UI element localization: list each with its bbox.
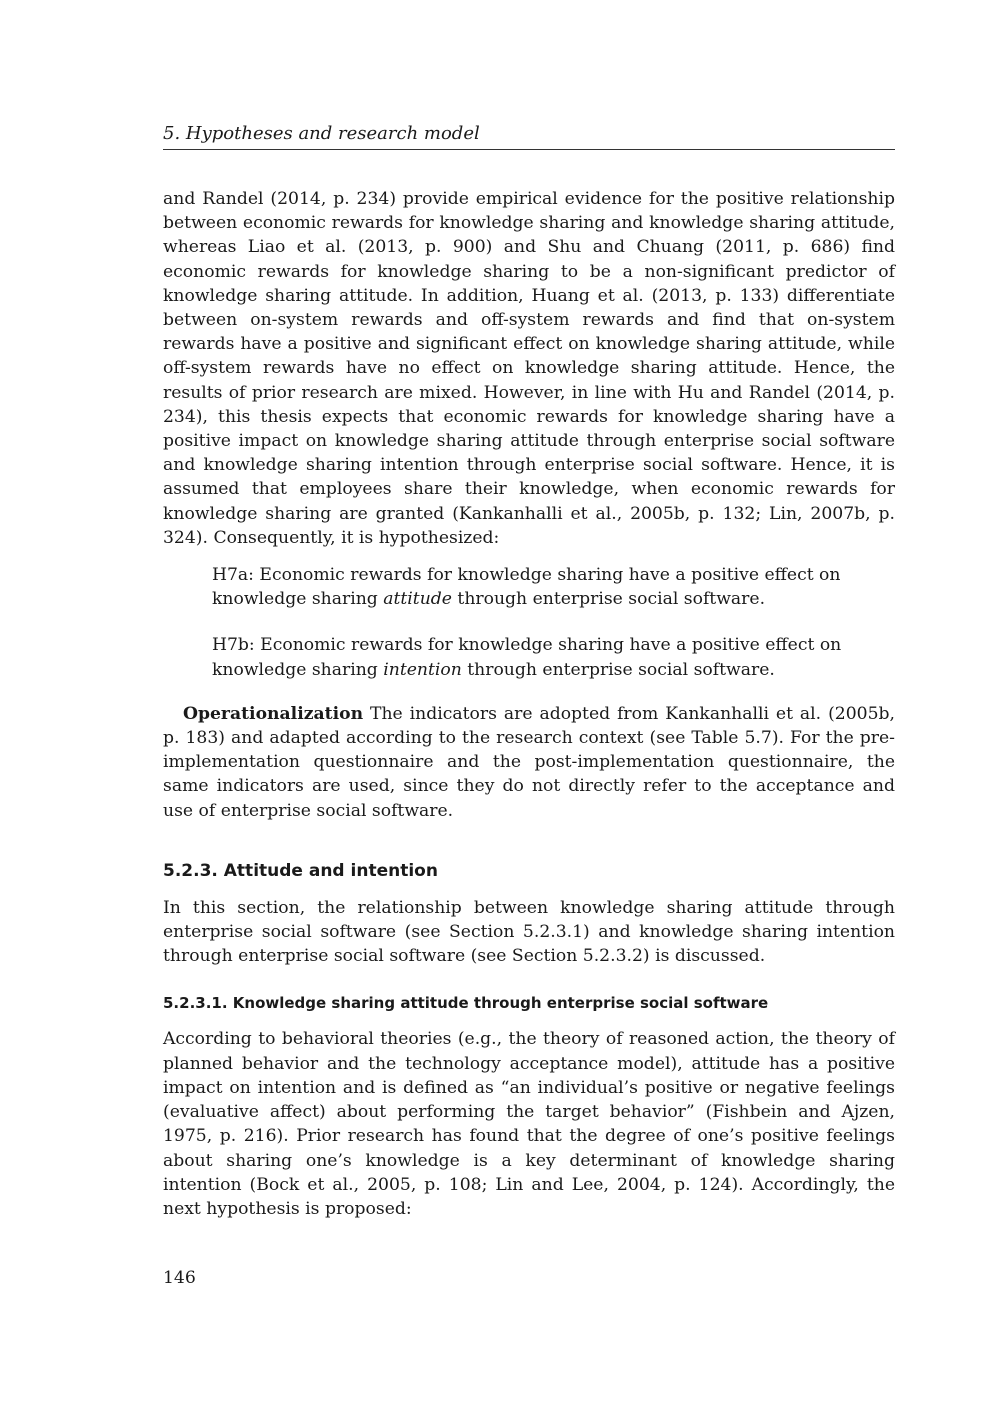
main-content bbox=[163, 187, 895, 1221]
operationalization-paragraph bbox=[163, 702, 895, 823]
section-heading-5-2-3: 5.2.3. Attitude and intention bbox=[163, 860, 438, 881]
hypothesis-h7b bbox=[212, 633, 855, 681]
hypothesis-emphasis: intention bbox=[383, 659, 462, 680]
hypothesis-text: H7a: Economic rewards for knowledge sharing have a positive effect on knowledge sharing bbox=[212, 565, 841, 610]
page-number: 146 bbox=[163, 1268, 196, 1288]
operationalization-lead: Operationalization bbox=[183, 703, 364, 724]
hypothesis-h7a bbox=[212, 563, 855, 611]
hypothesis-emphasis: attitude bbox=[383, 589, 452, 610]
subsection-5-2-3-1-paragraph: According to behavioral theories (e.g., the theory of reasoned action, the theory of planned behavior and the technology acceptance model), attitude has a positive impact on intention and is defined as “an individual’s positive or negative feelings (evaluative affect) about performing the target behavior” (Fishbein and Ajzen, 1975, p. 216). Prior research has found that the degree of one’s positive feelings about sharing one’s knowledge is a key determinant of knowledge sharing intention (Bock et al., 2005, p. 108; Lin and Lee, 2004, p. 124). Accordingly, the next hypothesis is proposed: bbox=[163, 1029, 895, 1219]
hypothesis-text: H7b: Economic rewards for knowledge sharing have a positive effect on knowledge sharing bbox=[212, 635, 842, 680]
subsection-heading-5-2-3-1: 5.2.3.1. Knowledge sharing attitude through enterprise social software bbox=[163, 994, 769, 1013]
running-header: 5. Hypotheses and research model bbox=[163, 122, 895, 150]
operationalization-text: The indicators are adopted from Kankanhalli et al. (2005b, p. 183) and adapted according to the research context (see Table 5.7). For the pre-implementation questionnaire and the post-implementation questionnaire, the same indicators are used, since they do not directly refer to the acceptance and use of enterprise social software. bbox=[163, 703, 895, 821]
body-paragraph: and Randel (2014, p. 234) provide empirical evidence for the positive relationship between economic rewards for knowledge sharing and knowledge sharing attitude, whereas Liao et al. (2013, p. 900) and Shu and Chuang (2011, p. 686) find economic rewards for knowledge sharing to be a non-significant predictor of knowledge sharing attitude. In addition, Huang et al. (2013, p. 133) differentiate between on-system rewards and off-system rewards and find that on-system rewards have a positive and significant effect on knowledge sharing attitude, while off-system rewards have no effect on knowledge sharing attitude. Hence, the results of prior research are mixed. However, in line with Hu and Randel (2014, p. 234), this thesis expects that economic rewards for knowledge sharing have a positive impact on knowledge sharing attitude through enterprise social software and knowledge sharing intention through enterprise social software. Hence, it is assumed that employees share their knowledge, when economic rewards for knowledge sharing are granted (Kankanhalli et al., 2005b, p. 132; Lin, 2007b, p. 324). Consequently, it is hypothesized: bbox=[163, 189, 895, 548]
hypothesis-text: through enterprise social software. bbox=[461, 659, 775, 680]
document-page bbox=[163, 0, 895, 1414]
hypothesis-text: through enterprise social software. bbox=[451, 589, 766, 610]
section-5-2-3-paragraph: In this section, the relationship between knowledge sharing attitude through enterprise social software (see Section 5.2.3.1) and knowledge sharing intention through enterprise social software (see Section 5.2.3.2) is discussed. bbox=[163, 897, 895, 967]
